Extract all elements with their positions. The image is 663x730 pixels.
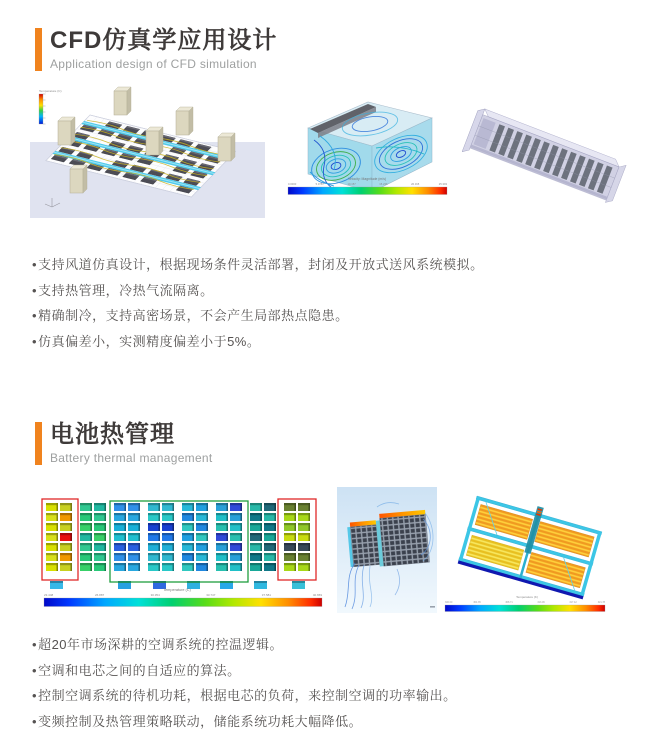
colorbar-tick: 25.393 <box>438 183 447 186</box>
battery-pack-illustration <box>337 487 437 613</box>
bullet-marker: • <box>32 308 38 323</box>
feature-item <box>32 638 457 651</box>
colorbar-label: Temperature (K) <box>516 595 538 599</box>
bullet-text: 变频控制及热管理策略联动，储能系统功耗大幅降低。 <box>38 713 363 729</box>
bullet-text: 精确制冷，支持高密场景，不会产生局部热点隐患。 <box>38 308 349 323</box>
colorbar-tick: 5.0787 <box>315 183 324 186</box>
feature-list-battery <box>32 638 457 730</box>
section-subtitle: Application design of CFD simulation <box>50 57 257 71</box>
colorbar-tick: 37.581 <box>261 593 271 597</box>
header-text <box>50 422 213 465</box>
colorbar-tick: 23.448 <box>44 593 54 597</box>
figure-translucent-container <box>462 85 644 230</box>
colorbar-tick: 26.887 <box>95 593 105 597</box>
feature-list-cfd <box>32 258 484 360</box>
battery-module-illustration <box>443 482 650 615</box>
feature-item <box>32 284 484 297</box>
battery-temperature-illustration <box>30 495 325 610</box>
header-text <box>50 28 277 71</box>
section-title: CFD仿真学应用设计 <box>50 27 278 54</box>
colorbar-tick: 10.157 <box>347 183 356 186</box>
colorbar-tick: 321.78 <box>597 601 605 604</box>
colorbar-tick: 20.315 <box>411 183 420 186</box>
colorbar-tick: 15.236 <box>379 183 388 186</box>
figure-battery-pack-airflow <box>337 487 437 618</box>
accent-bar <box>35 422 42 465</box>
feature-item <box>32 715 457 728</box>
bullet-text: 超20年市场深耕的空调系统的控温逻辑。 <box>38 637 284 652</box>
bullet-marker: • <box>32 688 38 703</box>
accent-bar <box>35 28 42 71</box>
section-header-battery <box>35 422 213 465</box>
colorbar-tick: 317.42 <box>569 601 577 604</box>
bullet-marker: • <box>32 713 38 729</box>
bullet-text: 支持风道仿真设计，根据现场条件灵活部署，封闭及开放式送风系统模拟。 <box>38 257 484 272</box>
section-title: 电池热管理 <box>50 421 175 448</box>
bullet-marker: • <box>32 333 38 349</box>
figure-battery-temperature-map <box>30 495 325 615</box>
bullet-text: 空调和电芯之间的自适应的算法。 <box>38 662 241 678</box>
colorbar-tick: 30.354 <box>150 593 160 597</box>
section-header-cfd <box>35 28 277 71</box>
figure-container-streamlines <box>280 88 455 208</box>
colorbar-tick: 313.06 <box>537 601 545 604</box>
colorbar-tick: 304.35 <box>473 601 481 604</box>
colorbar-label: Temperature (C) <box>163 588 191 592</box>
feature-item <box>32 689 457 702</box>
figure-battery-module-temperature <box>443 482 650 620</box>
bullet-marker: • <box>32 282 38 298</box>
bullet-text: 控制空调系统的待机功耗，根据电芯的负荷，来控制空调的功率输出。 <box>38 688 457 703</box>
battery-container-illustration <box>462 85 644 225</box>
feature-item <box>32 335 484 348</box>
feature-item <box>32 258 484 271</box>
figure-datacenter-airflow <box>30 85 265 230</box>
bullet-text: 仿真偏差小，实测精度偏差小于5%。 <box>38 333 261 349</box>
colorbar-tick: 308.71 <box>505 601 513 604</box>
colorbar-tick: 0.0000 <box>288 183 297 186</box>
bullet-text: 支持热管理，冷热气流隔离。 <box>38 282 214 298</box>
bullet-marker: • <box>32 637 38 652</box>
velocity-streamlines-illustration <box>280 88 455 203</box>
bullet-marker: • <box>32 662 38 678</box>
colorbar-tick: 300.00 <box>445 601 453 604</box>
datacenter-cfd-illustration <box>30 85 265 225</box>
bullet-marker: • <box>32 257 38 272</box>
scale-mark <box>430 606 435 608</box>
section-subtitle: Battery thermal management <box>50 451 213 465</box>
feature-item <box>32 309 484 322</box>
colorbar-label: Velocity: Magnitude (m/s) <box>347 177 387 181</box>
colorbar-tick: 40.659 <box>312 593 322 597</box>
feature-item <box>32 664 457 677</box>
legend-title: Temperature (C) <box>39 89 62 93</box>
colorbar-tick: 33.747 <box>206 593 216 597</box>
